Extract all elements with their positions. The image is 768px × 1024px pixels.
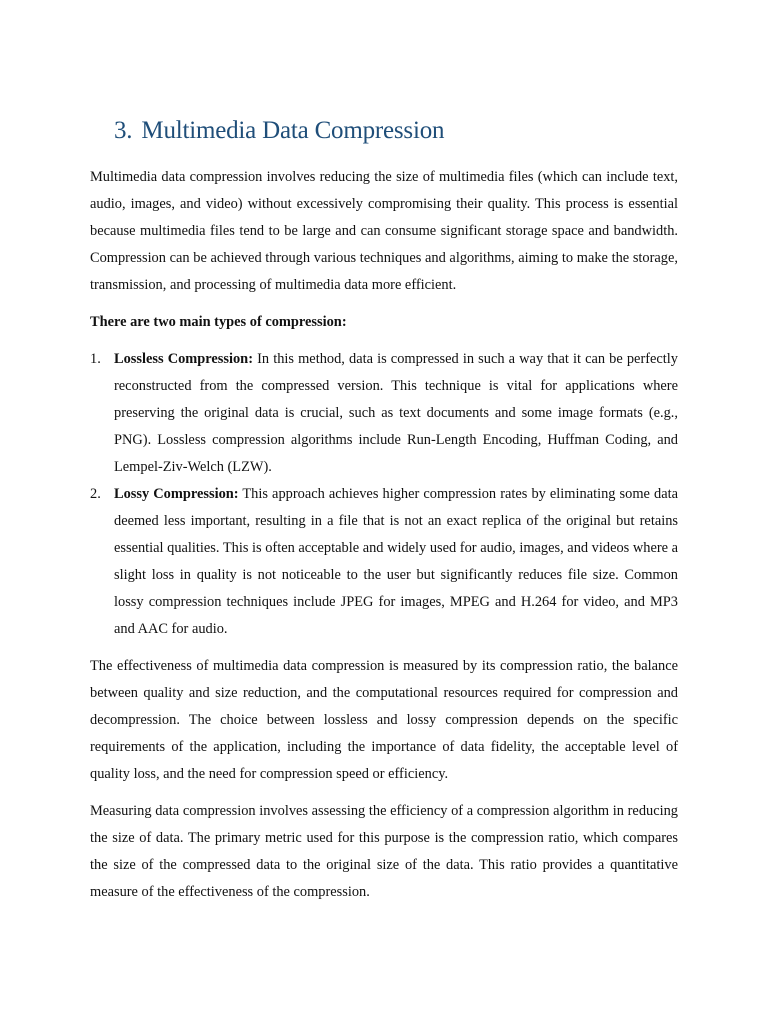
list-marker: 1. [90,351,101,367]
list-item-lossy [90,481,678,643]
list-text: In this method, data is compressed in such a way that it can be perfectly reconstructed from the compressed version. This technique is vital for applications where preserving the original data is crucial, such as text documents and some image formats (e.g., PNG). Lossless compression algorithms include Run-Length Encoding, Huffman Coding, and Lempel-Ziv-Welch (LZW). [114,351,678,475]
list-term: Lossy Compression: [114,486,239,502]
list-marker: 2. [90,486,101,502]
section-heading [114,113,678,149]
types-lead-paragraph: There are two main types of compression: [90,314,347,330]
section-number: 3. [114,117,133,144]
list-item-lossless [90,346,678,481]
document-page [90,0,678,906]
list-term: Lossless Compression: [114,351,253,367]
compression-types-list [90,346,678,643]
list-text: This approach achieves higher compression rates by eliminating some data deemed less important, resulting in a file that is not an exact replica of the original but retains essential qualities. This is often acceptable and widely used for audio, images, and videos where a slight loss in quality is not noticeable to the user but significantly reduces file size. Common lossy compression techniques include JPEG for images, MPEG and H.264 for video, and MP3 and AAC for audio. [114,486,678,637]
measuring-paragraph: Measuring data compression involves assessing the efficiency of a compression algorithm in reducing the size of data. The primary metric used for this purpose is the compression ratio, which compares the size of the compressed data to the original size of the data. This ratio provides a quantitative measure of the effectiveness of the compression. [90,803,678,900]
effectiveness-paragraph: The effectiveness of multimedia data compression is measured by its compression ratio, the balance between quality and size reduction, and the computational resources required for compression and decompression. The choice between lossless and lossy compression depends on the specific requirements of the application, including the importance of data fidelity, the acceptable level of quality loss, and the need for compression speed or efficiency. [90,658,678,782]
intro-paragraph: Multimedia data compression involves reducing the size of multimedia files (which can include text, audio, images, and video) without excessively compromising their quality. This process is essential because multimedia files tend to be large and can consume significant storage space and bandwidth. Compression can be achieved through various techniques and algorithms, aiming to make the storage, transmission, and processing of multimedia data more efficient. [90,169,678,293]
section-title: Multimedia Data Compression [141,117,445,144]
